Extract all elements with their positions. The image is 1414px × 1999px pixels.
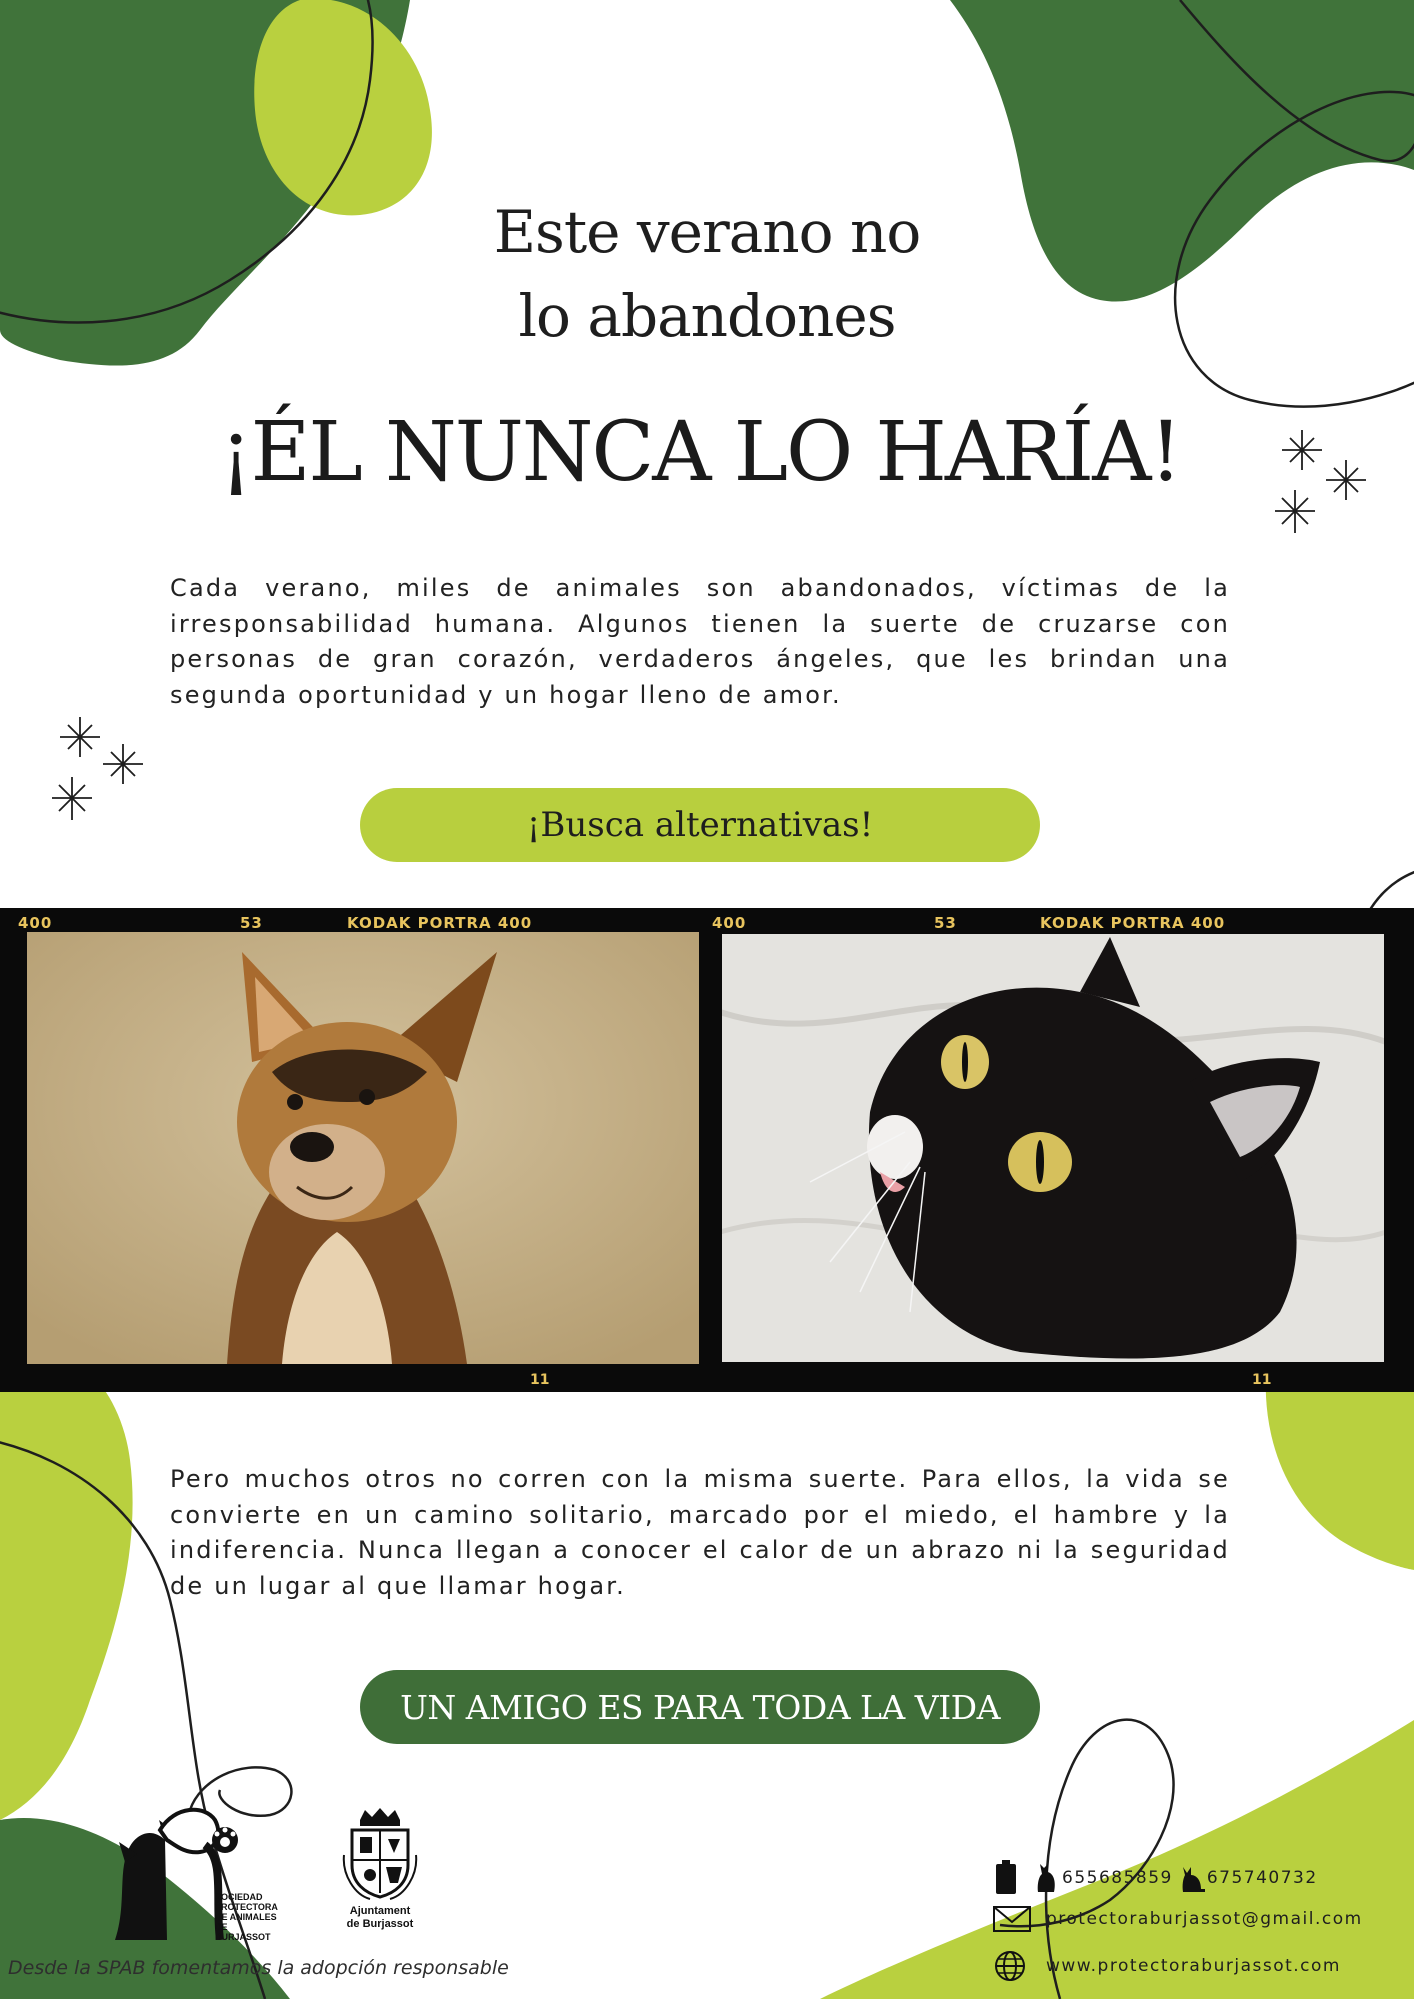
film-label-frame: 53 (240, 914, 263, 932)
dog-photo-icon (27, 932, 699, 1364)
intro-paragraph: Cada verano, miles de animales son abandonados, víctimas de la irresponsabilidad humana. Algunos tienen la suerte de cruzarse con personas de gran corazón, verdaderos ángeles, que les brindan una segunda oportunidad y un hogar lleno de amor. (170, 574, 1230, 709)
cat-icon (1179, 1863, 1207, 1893)
email-link[interactable]: protectoraburjassot@gmail.com (1046, 1909, 1363, 1929)
friend-for-life-button[interactable]: UN AMIGO ES PARA TODA LA VIDA (360, 1670, 1040, 1744)
left-lime-blob (0, 1330, 133, 1820)
phone-cat-number[interactable]: 675740732 (1206, 1868, 1318, 1888)
dog-icon (1034, 1862, 1058, 1894)
cat-photo-icon (720, 932, 1386, 1364)
subheadline: ¡ÉL NUNCA LO HARÍA! (219, 405, 1181, 500)
film-frame-number: 11 (530, 1372, 550, 1388)
headline-line-2: lo abandones (518, 282, 896, 350)
ajuntament-logo-text: Ajuntament de Burjassot (346, 1905, 414, 1930)
headline-line-1: Este verano no (493, 198, 921, 266)
website-row (992, 1949, 1341, 1983)
ajuntament-logo (340, 1805, 420, 1945)
phone-row (992, 1860, 1318, 1896)
sparkle-icon (45, 712, 145, 822)
footer-note: Desde la SPAB fomentamos la adopción responsable (8, 1957, 509, 1979)
film-label-brand: KODAK PORTRA 400 (1040, 914, 1226, 932)
phone-dog-number[interactable]: 655685859 (1062, 1868, 1173, 1888)
film-frame-number: 11 (1252, 1372, 1272, 1388)
email-row (992, 1904, 1363, 1934)
film-label-frame: 53 (934, 914, 957, 932)
phone-icon (992, 1860, 1020, 1896)
spab-logo (105, 1800, 278, 1942)
headline-title (0, 190, 1414, 358)
globe-icon (992, 1949, 1028, 1983)
film-label-brand: KODAK PORTRA 400 (347, 914, 533, 932)
body-paragraph: Pero muchos otros no corren con la misma suerte. Para ellos, la vida se convierte en un camino solitario, marcado por el miedo, el hambre y la indiferencia. Nunca llegan a conocer el calor de un abrazo ni la seguridad de un lugar al que llamar hogar. (170, 1465, 1230, 1600)
film-label-number: 400 (712, 914, 747, 932)
film-label-number: 400 (18, 914, 53, 932)
coat-of-arms-icon (340, 1805, 420, 1900)
spab-logo-text: SOCIEDAD PROTECTORA DE ANIMALES DE BURJASSOT (215, 1892, 278, 1942)
photo-filmstrip (0, 908, 1414, 1392)
website-link[interactable]: www.protectoraburjassot.com (1046, 1956, 1341, 1976)
find-alternatives-button[interactable]: ¡Busca alternativas! (360, 788, 1040, 862)
mail-icon (992, 1904, 1032, 1934)
